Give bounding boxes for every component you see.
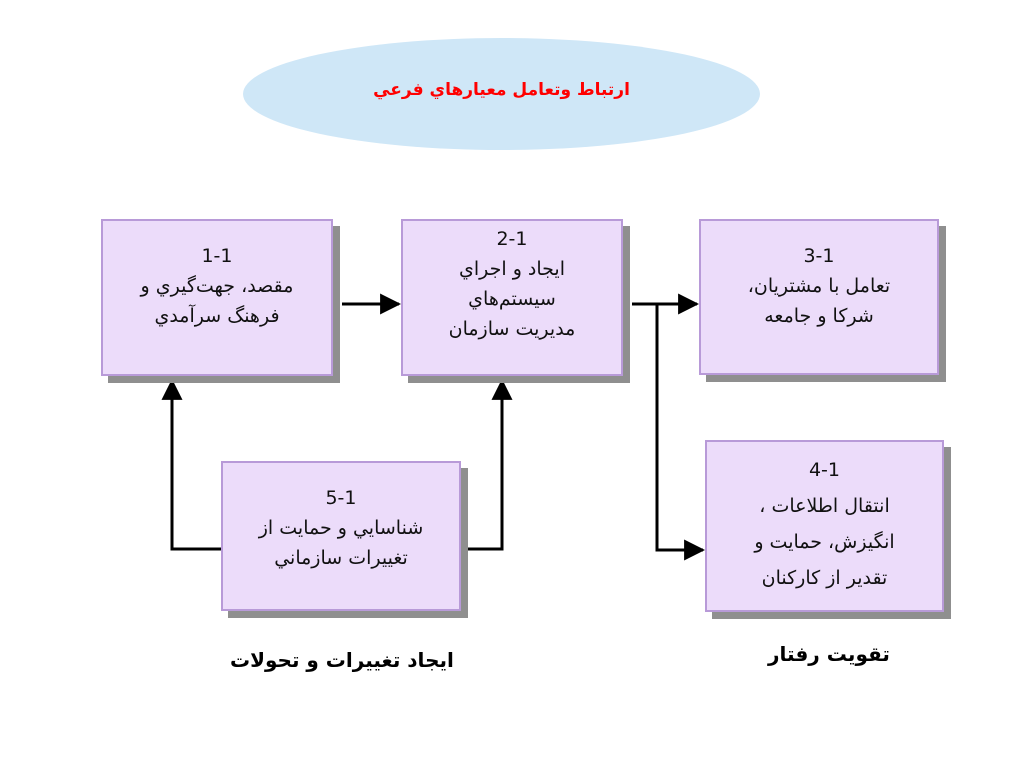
caption-change: ايجاد تغييرات و تحولات — [230, 648, 454, 672]
box-label: ايجاد و اجراي سيستم‌هاي مديريت سازمان — [448, 258, 576, 340]
caption-reinforce: تقويت رفتار — [768, 642, 890, 666]
arrow-5-1-to-1-1 — [172, 381, 221, 549]
arrow-5-1-to-2-1 — [468, 381, 502, 549]
box-number: 3-1 — [803, 245, 835, 267]
box-5-1 — [221, 461, 461, 611]
box-number: 4-1 — [808, 459, 841, 481]
box-label: شناسايي و حمايت از تغييرات سازماني — [258, 517, 424, 569]
box-number: 1-1 — [201, 245, 233, 267]
box-number: 2-1 — [496, 228, 528, 250]
arrow-2-1-to-4-1 — [657, 304, 703, 550]
box-3-1 — [699, 219, 939, 375]
box-4-1 — [705, 440, 944, 612]
box-label: انتقال اطلاعات ، انگيزش، حمايت و تقدير از كاركنان — [754, 495, 895, 589]
diagram-title: ارتباط وتعامل معيارهاي فرعي — [373, 80, 630, 100]
box-1-1 — [101, 219, 333, 376]
box-number: 5-1 — [325, 487, 357, 509]
box-label: تعامل با مشتريان، شركا و جامعه — [747, 275, 891, 327]
box-label: مقصد، جهت‌گيري و فرهنگ سرآمدي — [140, 275, 294, 327]
box-2-1 — [401, 219, 623, 376]
